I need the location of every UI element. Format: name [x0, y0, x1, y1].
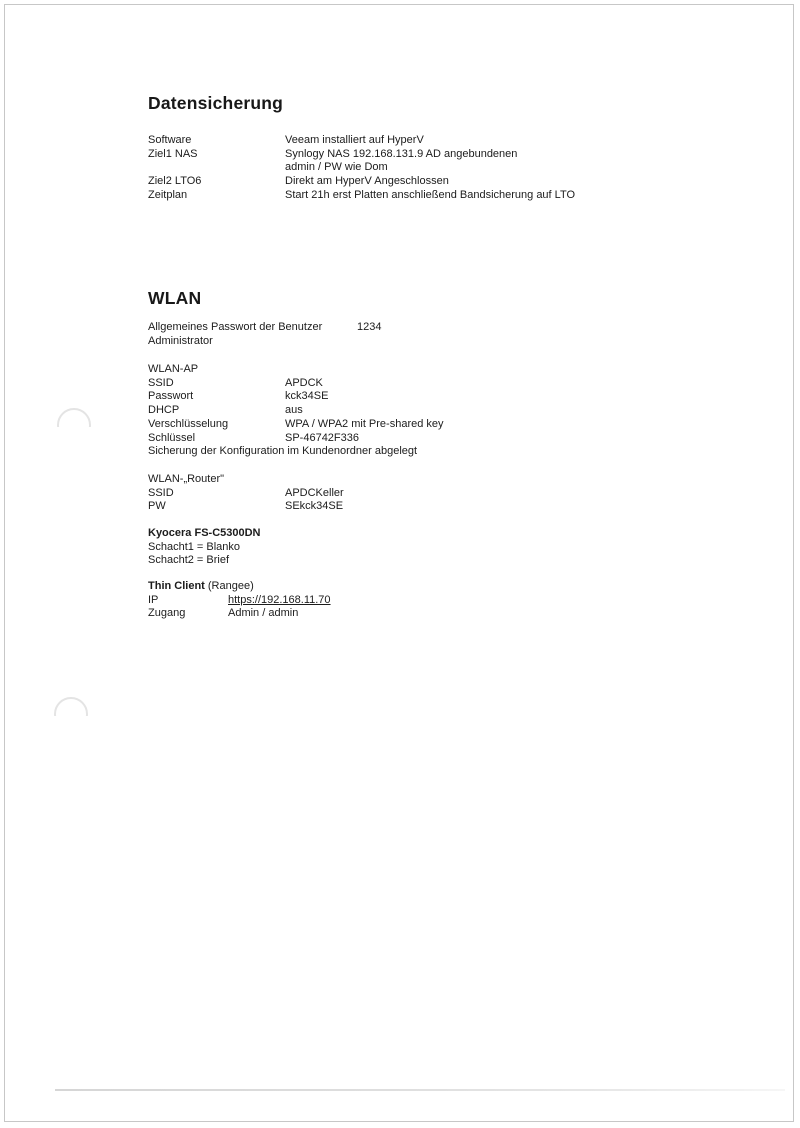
table-row: [148, 500, 344, 514]
table-row: [148, 418, 444, 432]
printer-block: [148, 527, 261, 568]
table-row: [148, 487, 344, 501]
table-row: [148, 390, 444, 404]
row-label: Ziel1 NAS: [148, 147, 198, 160]
table-row: [148, 161, 575, 175]
backup-table: [148, 134, 575, 203]
row-label: Passwort: [148, 390, 194, 403]
section-heading-datensicherung: Datensicherung: [148, 93, 284, 113]
subsection-heading-wlan-router: WLAN-„Router": [148, 473, 225, 485]
thin-client-ip-link[interactable]: https://192.168.11.70: [228, 593, 331, 606]
subsection-heading-kyocera: Kyocera FS-C5300DN: [148, 527, 261, 539]
row-label: Allgemeines Passwort der Benutzer: [148, 321, 323, 333]
row-value: admin / PW wie Dom: [285, 161, 388, 174]
row-label: [148, 161, 285, 175]
wlan-ap-block: [148, 363, 444, 459]
table-row: [148, 594, 331, 608]
row-label: Zugang: [148, 607, 186, 620]
row-value: Direkt am HyperV Angeschlossen: [285, 175, 449, 188]
subsection-heading-thin-client: [148, 580, 331, 594]
punch-hole-artifact: [51, 695, 91, 716]
row-value: kck34SE: [285, 390, 329, 403]
table-row: [148, 189, 575, 203]
wlan-ap-note: Sicherung der Konfiguration im Kundenordner abgelegt: [148, 445, 418, 458]
row-label: IP: [148, 593, 159, 606]
row-value: Synlogy NAS 192.168.131.9 AD angebundenen: [285, 147, 518, 160]
printer-tray-line: Schacht1 = Blanko: [148, 540, 241, 553]
row-value: Veeam installiert auf HyperV: [285, 134, 424, 146]
row-label: Schlüssel: [148, 431, 196, 444]
row-value: SEkck34SE: [285, 500, 344, 513]
table-row: [148, 321, 381, 335]
row-label: Ziel2 LTO6: [148, 175, 202, 188]
row-value: Admin / admin: [228, 607, 299, 620]
wlan-router-block: [148, 473, 344, 514]
section-heading-wlan: WLAN: [148, 288, 202, 308]
thin-client-heading-rest: (Rangee): [204, 580, 254, 592]
row-label: Software: [148, 134, 192, 146]
table-row: [148, 134, 575, 148]
subsection-heading-wlan-ap: WLAN-AP: [148, 363, 199, 375]
row-value: SP-46742F336: [285, 431, 359, 444]
thin-client-block: [148, 580, 331, 621]
table-row: [148, 175, 575, 189]
row-value: APDCK: [285, 376, 323, 389]
printer-tray-line: Schacht2 = Brief: [148, 554, 230, 567]
row-value: APDCKeller: [285, 486, 344, 499]
row-value: WPA / WPA2 mit Pre-shared key: [285, 417, 444, 430]
wlan-general-password: [148, 321, 381, 348]
table-row: [148, 335, 381, 349]
scanned-document-page: [4, 4, 794, 1122]
thin-client-heading-bold: Thin Client: [148, 580, 205, 592]
table-row: [148, 377, 444, 391]
row-label: PW: [148, 500, 166, 513]
table-row: [148, 148, 575, 162]
row-value: 1234: [357, 321, 382, 333]
row-label: Zeitplan: [148, 188, 188, 201]
table-row: [148, 432, 444, 446]
table-row: [148, 404, 444, 418]
row-label: Verschlüsselung: [148, 417, 229, 430]
row-label: SSID: [148, 376, 174, 389]
scan-edge-line-artifact: [55, 1089, 785, 1091]
row-value: Start 21h erst Platten anschließend Bandsicherung auf LTO: [285, 188, 576, 201]
table-row: [148, 607, 331, 621]
row-label: Administrator: [148, 334, 213, 347]
row-label: DHCP: [148, 404, 180, 417]
punch-hole-artifact: [54, 406, 94, 427]
row-label: SSID: [148, 486, 174, 499]
row-value: aus: [285, 404, 303, 417]
